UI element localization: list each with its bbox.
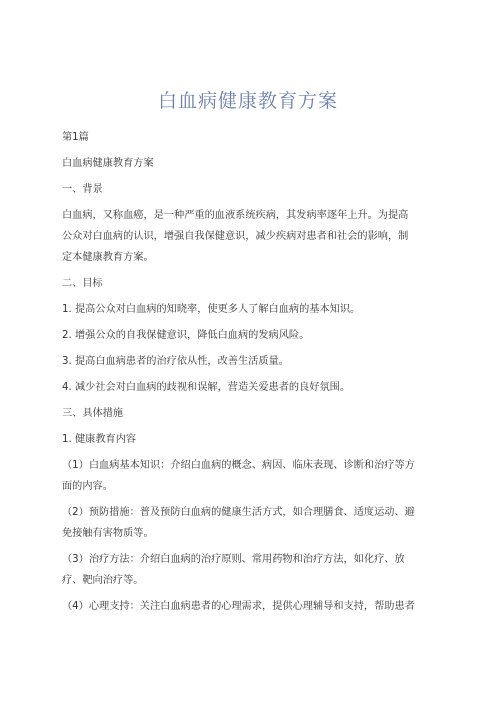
document-title: 白血病健康教育方案 <box>157 90 338 112</box>
measure-item-line: （1）白血病基本知识：介绍白血病的概念、病因、临床表现、诊断和治疗等方 <box>62 460 415 471</box>
measure-item-line: 面的内容。 <box>62 481 113 492</box>
goal-item: 4. 减少社会对白血病的歧视和误解，营造关爱患者的良好氛围。 <box>62 382 351 393</box>
document-subtitle: 白血病健康教育方案 <box>62 158 154 169</box>
measure-item-line: （4）心理支持：关注白血病患者的心理需求，提供心理辅导和支持，帮助患者 <box>62 601 415 612</box>
goal-item: 3. 提高白血病患者的治疗依从性，改善生活质量。 <box>62 356 289 367</box>
background-line: 定本健康教育方案。 <box>62 252 154 263</box>
goal-item: 2. 增强公众的自我保健意识，降低白血病的发病风险。 <box>62 330 310 341</box>
measure-item-line: （2）预防措施：普及预防白血病的健康生活方式，如合理膳食、适度运动、避 <box>62 507 415 518</box>
section-label: 第1篇 <box>62 132 89 143</box>
heading-measures: 三、具体措施 <box>62 408 124 419</box>
heading-goals: 二、目标 <box>62 278 103 289</box>
background-line: 公众对白血病的认识，增强自我保健意识，减少疾病对患者和社会的影响，制 <box>62 231 409 242</box>
measure-item-line: （3）治疗方法：介绍白血病的治疗原则、常用药物和治疗方法，如化疗、放 <box>62 554 405 565</box>
goal-item: 1. 提高公众对白血病的知晓率，使更多人了解白血病的基本知识。 <box>62 304 361 315</box>
background-line: 白血病，又称血癌，是一种严重的血液系统疾病，其发病率逐年上升。为提高 <box>62 210 409 221</box>
measure-heading: 1. 健康教育内容 <box>62 434 137 445</box>
measure-item-line: 疗、靶向治疗等。 <box>62 575 144 586</box>
measure-item-line: 免接触有害物质等。 <box>62 528 154 539</box>
heading-background: 一、背景 <box>62 184 103 195</box>
